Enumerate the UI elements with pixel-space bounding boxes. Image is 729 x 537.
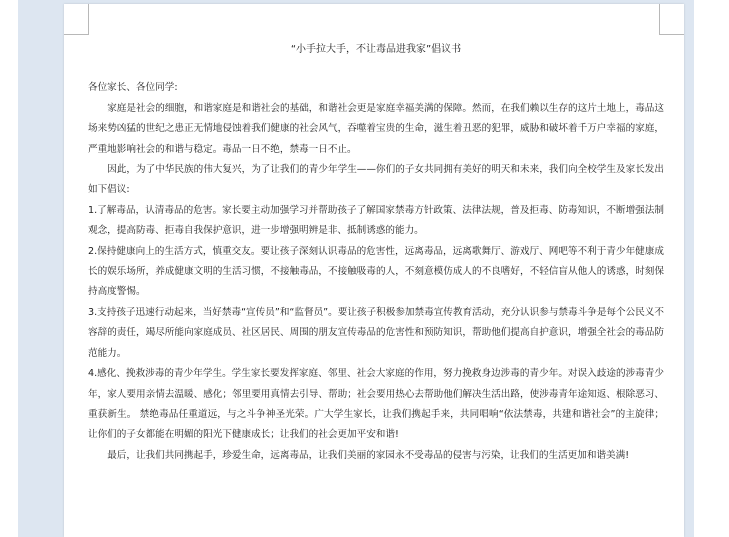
body-paragraph-1: 家庭是社会的细胞，和谐家庭是和谐社会的基础，和谐社会更是家庭幸福美满的保障。然而，在我们赖以生存的这片土地上，毒品这场来势凶猛的世纪之患正无情地侵蚀着我们健康的社会风气，吞噬着宝贵的生命，滋生着丑恶的犯罪，威胁和破坏着千万户幸福的家庭，严重地影响社会的和谐与稳定。毒品一日不绝，禁毒一日不止。	[88, 102, 664, 155]
page-corner-mark-top-right	[659, 4, 684, 35]
document-body[interactable]	[88, 40, 664, 466]
proposal-item-2: 2.保持健康向上的生活方式，慎重交友。要让孩子深刻认识毒品的危害性，远离毒品，远离歌舞厅、游戏厅、网吧等不利于青少年健康成长的娱乐场所，养成健康文明的生活习惯，不接触毒品，不接触吸毒的人，不刻意模仿成人的不良嗜好，不轻信盲从他人的诱惑，时刻保持高度警惕。	[88, 245, 664, 298]
proposal-item-1: 1.了解毒品，认清毒品的危害。家长要主动加强学习并帮助孩子了解国家禁毒方针政策、法律法规，普及拒毒、防毒知识，不断增强法制观念，提高防毒、拒毒自我保护意识，进一步增强明辨是非、抵制诱惑的能力。	[88, 204, 664, 237]
closing-paragraph: 最后，让我们共同携起手，珍爱生命，远离毒品，让我们美丽的家园永不受毒品的侵害与污染，让我们的生活更加和谐美满!	[107, 449, 630, 461]
body-paragraph-2: 因此，为了中华民族的伟大复兴，为了让我们的青少年学生——你们的子女共同拥有美好的明天和未来，我们向全校学生及家长发出如下倡议:	[88, 164, 664, 196]
document-page[interactable]	[64, 4, 684, 537]
document-workspace	[18, 0, 694, 537]
page-corner-mark-top-left	[64, 4, 89, 35]
proposal-item-4: 4.感化、挽救涉毒的青少年学生。学生家长要发挥家庭、邻里、社会大家庭的作用，努力挽救身边涉毒的青少年。对误入歧途的涉毒青少年，家人要用亲情去温暖、感化；邻里要用真情去引导、帮助；社会要用热心去帮助他们解决生活出路，使涉毒青年途知返、根除恶习、重获新生。 禁绝毒品任重道远，与之斗争神圣光荣。广大学生家长，让我们携起手来，共同唱响“依法禁毒，共建和谐社会”的主旋律；让你们的子女都能在明媚的阳光下健康成长；让我们的社会更加平安和谐!	[88, 368, 664, 441]
document-title: “小手拉大手，不让毒品进我家”倡议书	[290, 44, 462, 55]
proposal-item-3: 3.支持孩子迅速行动起来，当好禁毒“宣传员”和“监督员”。要让孩子积极参加禁毒宣传教育活动，充分认识参与禁毒斗争是每个公民义不容辞的责任，竭尽所能向家庭成员、社区居民、周围的朋友宣传毒品的危害性和预防知识，帮助他们提高自护意识，增强全社会的毒品防范能力。	[88, 306, 664, 359]
salutation: 各位家长、各位同学:	[88, 82, 178, 94]
